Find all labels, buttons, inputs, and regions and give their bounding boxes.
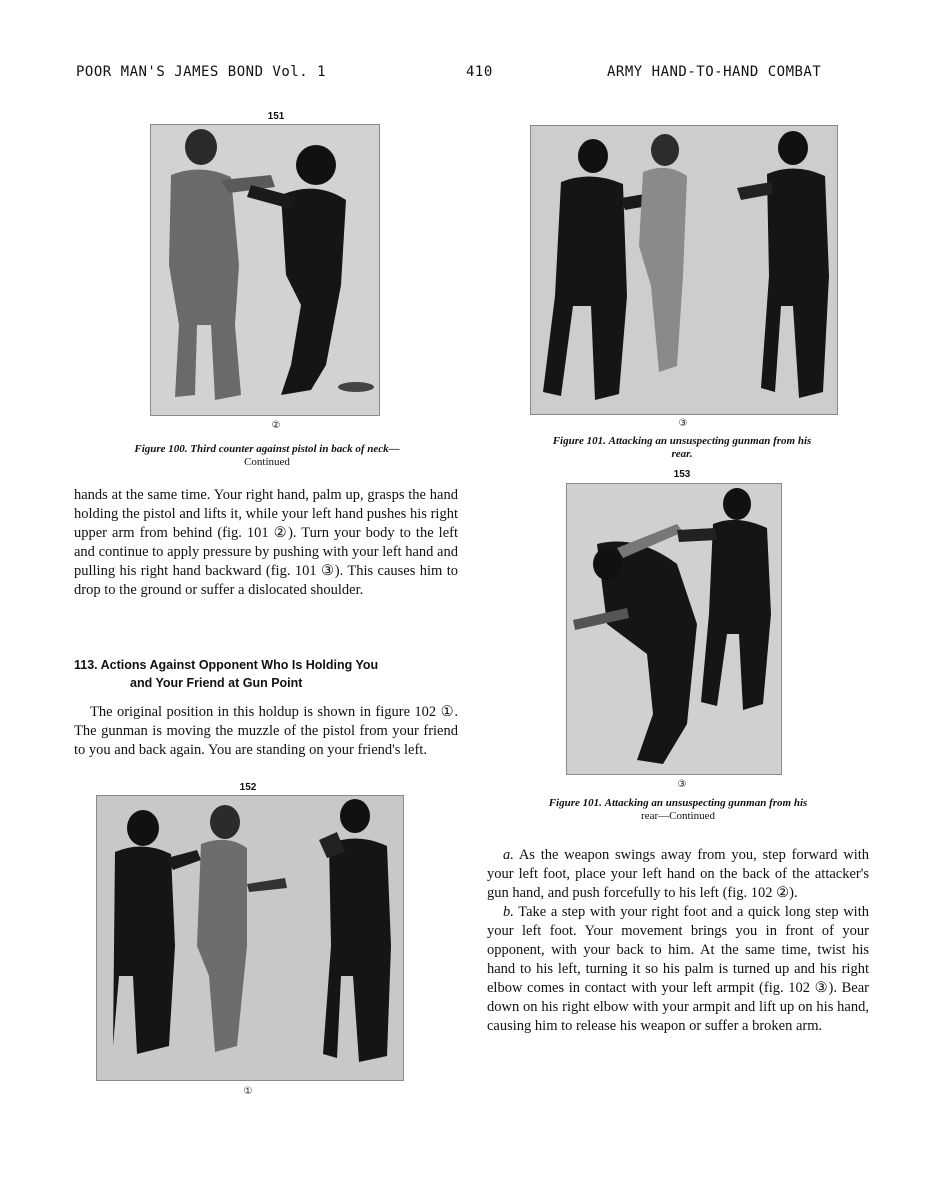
left-column-text-1 (74, 486, 458, 600)
section-113-heading (74, 656, 458, 692)
running-header-left: POOR MAN'S JAMES BOND Vol. 1 (76, 64, 327, 80)
caption-label: Figure 100. (134, 443, 188, 455)
caption-text: Attacking an unsuspecting gunman from his (604, 797, 808, 809)
paragraph: The original position in this holdup is shown in figure 102 ①. The gunman is moving the muzzle of the pistol from your friend to you and back again. You are standing on your friend's left. (74, 704, 458, 758)
running-header-right: ARMY HAND-TO-HAND COMBAT (607, 64, 822, 80)
caption-text: Third counter against pistol in back of neck— (190, 443, 400, 455)
right-column-text (487, 846, 869, 1036)
section-title-line1: Actions Against Opponent Who Is Holding You (100, 658, 379, 672)
figure-152-marker: ① (243, 1086, 253, 1097)
figure-153-photo (566, 483, 782, 775)
figure-153-marker: ③ (677, 779, 687, 790)
caption-label: Figure 101. (548, 797, 602, 809)
section-number: 113. (74, 658, 98, 672)
figure-101-photo-top (530, 125, 838, 415)
figure-151-marker: ② (271, 420, 281, 431)
figure-152-number: 152 (239, 782, 257, 793)
figure-153-number: 153 (673, 469, 691, 480)
page-number: 410 (466, 64, 493, 80)
figure-101-continued-caption (482, 797, 874, 823)
figure-101-caption (486, 435, 878, 461)
paragraph-b-label: b. (503, 904, 514, 920)
caption-continued: rear—Continued (641, 810, 715, 822)
caption-label: Figure 101. (552, 435, 606, 447)
paragraph-a (487, 846, 869, 903)
caption-continued: Continued (244, 456, 290, 468)
paragraph: hands at the same time. Your right hand, palm up, grasps the hand holding the pistol and lifts it, while your left hand pushes his right upper arm from behind (fig. 101 ②). Turn your body to the left and continue to apply pressure by pushing with your left hand and pulling his right hand backward (fig. 101 ③). This causes him to drop to the ground or suffer a dislocated shoulder. (74, 487, 458, 598)
figure-151-photo (150, 124, 380, 416)
section-title-line2: and Your Friend at Gun Point (130, 676, 303, 690)
figure-152-photo (96, 795, 404, 1081)
left-column-text-2 (74, 703, 458, 760)
caption-text: Attacking an unsuspecting gunman from his (608, 435, 812, 447)
paragraph-b (487, 903, 869, 1036)
paragraph-a-text: As the weapon swings away from you, step forward with your left foot, place your left hand on the back of the attacker's gun hand, and push forcefully to his left (fig. 102 ②). (487, 847, 869, 901)
figure-151-number: 151 (267, 111, 285, 122)
paragraph-b-text: Take a step with your right foot and a quick long step with your left foot. Your movement brings you in front of your opponent, with your back to him. At the same time, twist his hand to his left, turning it so his palm is turned up and his right elbow comes in contact with your left armpit (fig. 102 ③). Bear down on his right elbow with your armpit and lift up on his hand, causing him to release his weapon or suffer a broken arm. (487, 904, 869, 1034)
caption-continued: rear. (671, 448, 693, 460)
paragraph-a-label: a. (503, 847, 514, 863)
figure-100-caption (72, 443, 462, 469)
figure-101-marker-top: ③ (678, 418, 688, 429)
